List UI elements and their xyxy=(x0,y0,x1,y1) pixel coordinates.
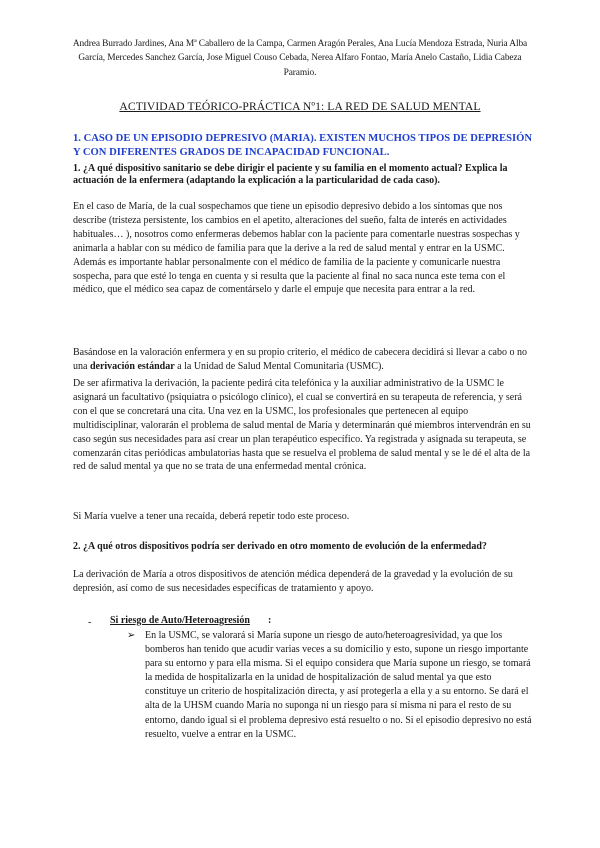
bullet-heading-text: Si riesgo de Auto/Heteroagresión xyxy=(110,615,250,626)
paragraph-2-bold: derivación estándar xyxy=(89,360,175,372)
paragraph-2-text-a: Basándose en la valoración enfermera y en su propio criterio, el médico de cabecera decidirá si llevar a cabo o no una xyxy=(73,347,527,372)
question-1: 1. ¿A qué dispositivo sanitario se debe dirigir el paciente y su familia en el momento actual? Explica la actuación de la enfermera (adaptando la explicación a la particularidad de cada caso). xyxy=(73,163,508,187)
document-title: ACTIVIDAD TEÓRICO-PRÁCTICA Nº1: LA RED DE SALUD MENTAL xyxy=(119,100,481,113)
dash-bullet: - xyxy=(88,617,92,628)
paragraph-1: En el caso de María, de la cual sospechamos que tiene un episodio depresivo debido a los síntomas que nos describe (tristeza persistente, los cambios en el apetito, alteraciones del sueño, falta de interés en actividades habituales… ), nosotros como enfermeras debemos hablar con la paciente para comentarle nuestras sospechas y animarla a hablar con su médico de familia para que la derive a la red de salud mental y entrar en la USMC. Además es importante hablar personalmente con el médico de familia de la paciente y comunicarle nuestra sospecha, para que esté lo tenga en cuenta y si resulta que la paciente al final no saca nunca este tema con el médico, que el médico sea capaz de comentárselo y darle el empuje que necesita para entrar a la red. xyxy=(73,201,520,296)
paragraph-3: De ser afirmativa la derivación, la paciente pedirá cita telefónica y la auxiliar administrativo de la USMC le asignará un facultativo (psiquiatra o psicólogo clínico), el cual se convertirá en su terapeuta de referencia, y será con el que se concretará una cita. Una vez en la USMC, los profesionales que pertenecen al equipo multidisciplinar, valorarán el problema de salud mental de María y determinarán qué miembros intervendrán en su caso según sus necesidades para así crear un plan terapéutico específico. Ya registrada y asignada su terapeuta, se comenzarán citas periódicas ambulatorias hasta que se resuelva el problema de salud mental y se le dé el alta de la red de salud mental ya que no se trata de una enfermedad mental crónica. xyxy=(73,378,531,473)
bullet-heading-colon: : xyxy=(268,615,272,626)
author-list: Andrea Burrado Jardines, Ana Mª Caballero de la Campa, Carmen Aragón Perales, Ana Lucía Mendoza Estrada, Nuria Alba García, Mercedes Sanchez García, Jose Miguel Couso Cebada, Nerea Alfaro Fontao, María Anelo Castaño, Lidia Cabeza Paramio. xyxy=(72,39,528,78)
arrow-bullet-icon: ➢ xyxy=(127,630,136,641)
paragraph-5: La derivación de María a otros dispositivos de atención médica dependerá de la gravedad y la evolución de su depresión, así como de sus necesidades específicas de tratamiento y apoyo. xyxy=(73,569,513,594)
paragraph-2 xyxy=(73,346,535,374)
sub-bullet-paragraph: En la USMC, se valorará si María supone un riesgo de auto/heteroagresividad, ya que los bomberos han tenido que acudir varias veces a su domicilio y esto, supone un riesgo importante para su entorno y para ella misma. Si el equipo considera que María supone un riesgo, se tomará la medida de hospitalizarla en la unidad de hospitalización de salud mental ya que esto constituye un criterio de hospitalización directa, y así protegerla a ella y a su entorno. Se dará el alta de la UHSM cuando María no suponga ni un riesgo para sí misma ni para el resto de su entorno, dando igual si el problema depresivo está resuelto o no. Si el episodio depresivo no está resuelto, vuelve a entrar en la USMC. xyxy=(145,630,532,740)
bullet-heading xyxy=(110,615,250,626)
question-2: 2. ¿A qué otros dispositivos podría ser derivado en otro momento de evolución de la enfermedad? xyxy=(73,541,487,552)
section-heading-1: 1. CASO DE UN EPISODIO DEPRESIVO (MARIA). EXISTEN MUCHOS TIPOS DE DEPRESIÓN Y CON DIFERENTES GRADOS DE INCAPACIDAD FUNCIONAL. xyxy=(73,133,533,158)
paragraph-4: Si María vuelve a tener una recaída, deberá repetir todo este proceso. xyxy=(73,511,350,522)
paragraph-2-text-b: a la Unidad de Salud Mental Comunitaria (USMC). xyxy=(174,360,384,372)
